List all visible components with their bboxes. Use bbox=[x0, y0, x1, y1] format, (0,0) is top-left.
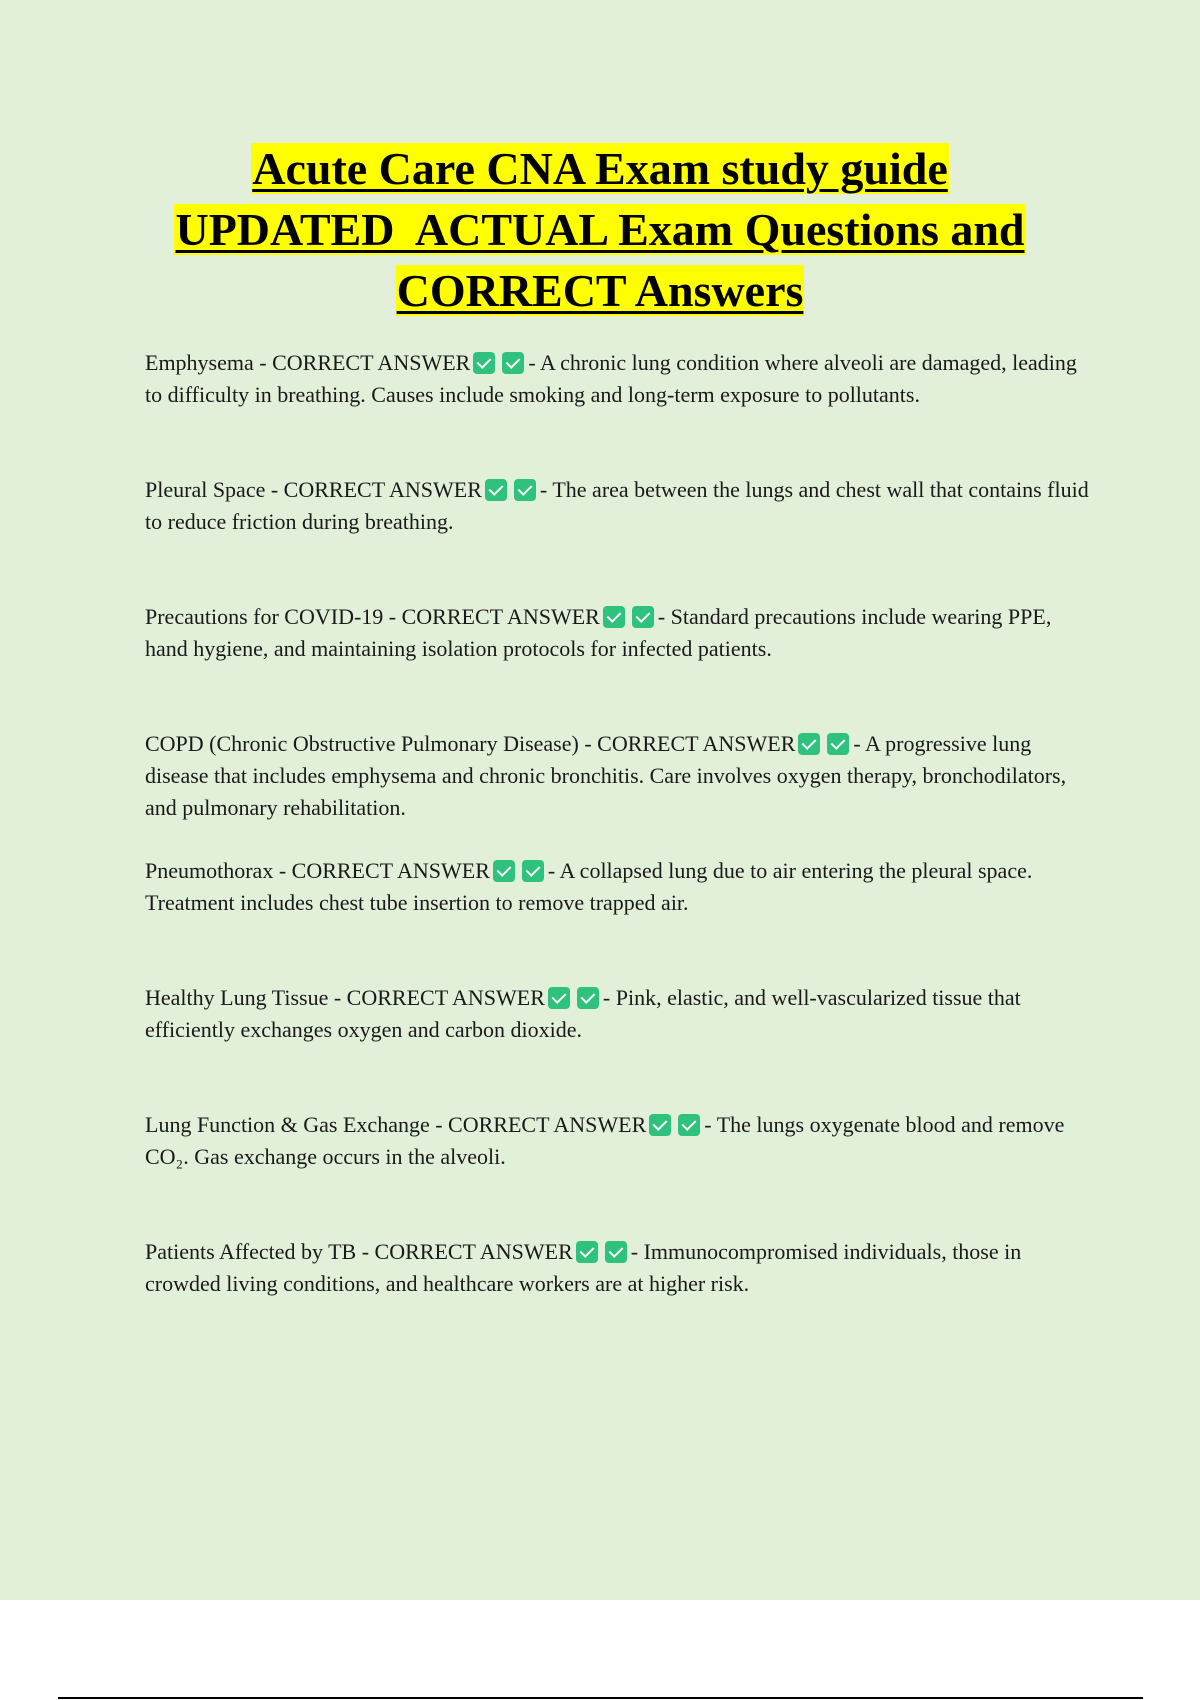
qa-definition: - A collapsed lung due to air entering the pleural space. Treatment includes chest tube insertion to remove trapped air. bbox=[145, 858, 1033, 915]
qa-definition: - Standard precautions include wearing PPE, hand hygiene, and maintaining isolation protocols for infected patients. bbox=[145, 604, 1052, 661]
check-box-icon bbox=[514, 479, 536, 501]
qa-entry bbox=[145, 601, 1090, 728]
check-box-icon bbox=[798, 733, 820, 755]
qa-entry bbox=[145, 347, 1090, 474]
qa-definition: - The lungs oxygenate blood and remove CO₂. Gas exchange occurs in the alveoli. bbox=[145, 1112, 1065, 1169]
check-box-icon bbox=[605, 1241, 627, 1263]
check-box-icon bbox=[502, 352, 524, 374]
qa-term: Patients Affected by TB - CORRECT ANSWER bbox=[145, 1239, 573, 1264]
qa-definition: - A chronic lung condition where alveoli are damaged, leading to difficulty in breathing. Causes include smoking and long-term exposure to pollutants. bbox=[145, 350, 1077, 407]
qa-entry bbox=[145, 728, 1090, 855]
qa-entry bbox=[145, 1236, 1090, 1363]
qa-term: Pneumothorax - CORRECT ANSWER bbox=[145, 858, 490, 883]
qa-entry bbox=[145, 474, 1090, 601]
check-box-icon bbox=[576, 1241, 598, 1263]
title-line-1: Acute Care CNA Exam study guide bbox=[252, 143, 948, 194]
check-box-icon bbox=[649, 1114, 671, 1136]
qa-term: Emphysema - CORRECT ANSWER bbox=[145, 350, 471, 375]
check-box-icon bbox=[473, 352, 495, 374]
qa-term: Lung Function & Gas Exchange - CORRECT ANSWER bbox=[145, 1112, 647, 1137]
qa-definition: - Pink, elastic, and well-vascularized tissue that efficiently exchanges oxygen and carbon dioxide. bbox=[145, 985, 1021, 1042]
check-box-icon bbox=[678, 1114, 700, 1136]
check-box-icon bbox=[522, 860, 544, 882]
qa-definition: - The area between the lungs and chest wall that contains fluid to reduce friction during breathing. bbox=[145, 477, 1089, 534]
qa-term: Precautions for COVID-19 - CORRECT ANSWER bbox=[145, 604, 600, 629]
qa-definition: - A progressive lung disease that includes emphysema and chronic bronchitis. Care involves oxygen therapy, bronchodilators, and pulmonary rehabilitation. bbox=[145, 731, 1067, 820]
qa-term: COPD (Chronic Obstructive Pulmonary Disease) - CORRECT ANSWER bbox=[145, 731, 796, 756]
qa-term: Healthy Lung Tissue - CORRECT ANSWER bbox=[145, 985, 545, 1010]
qa-list bbox=[145, 347, 1090, 1363]
check-box-icon bbox=[485, 479, 507, 501]
check-box-icon bbox=[603, 606, 625, 628]
footer-divider bbox=[58, 1697, 1143, 1699]
qa-entry bbox=[145, 855, 1090, 982]
check-box-icon bbox=[827, 733, 849, 755]
document-title bbox=[0, 138, 1200, 321]
title-line-3: CORRECT Answers bbox=[396, 265, 804, 316]
qa-entry bbox=[145, 1109, 1090, 1236]
qa-definition: - Immunocompromised individuals, those in crowded living conditions, and healthcare workers are at higher risk. bbox=[145, 1239, 1022, 1296]
qa-term: Pleural Space - CORRECT ANSWER bbox=[145, 477, 482, 502]
check-box-icon bbox=[493, 860, 515, 882]
check-box-icon bbox=[577, 987, 599, 1009]
title-line-2: UPDATED ACTUAL Exam Questions and bbox=[175, 204, 1025, 255]
check-box-icon bbox=[632, 606, 654, 628]
check-box-icon bbox=[548, 987, 570, 1009]
qa-entry bbox=[145, 982, 1090, 1109]
